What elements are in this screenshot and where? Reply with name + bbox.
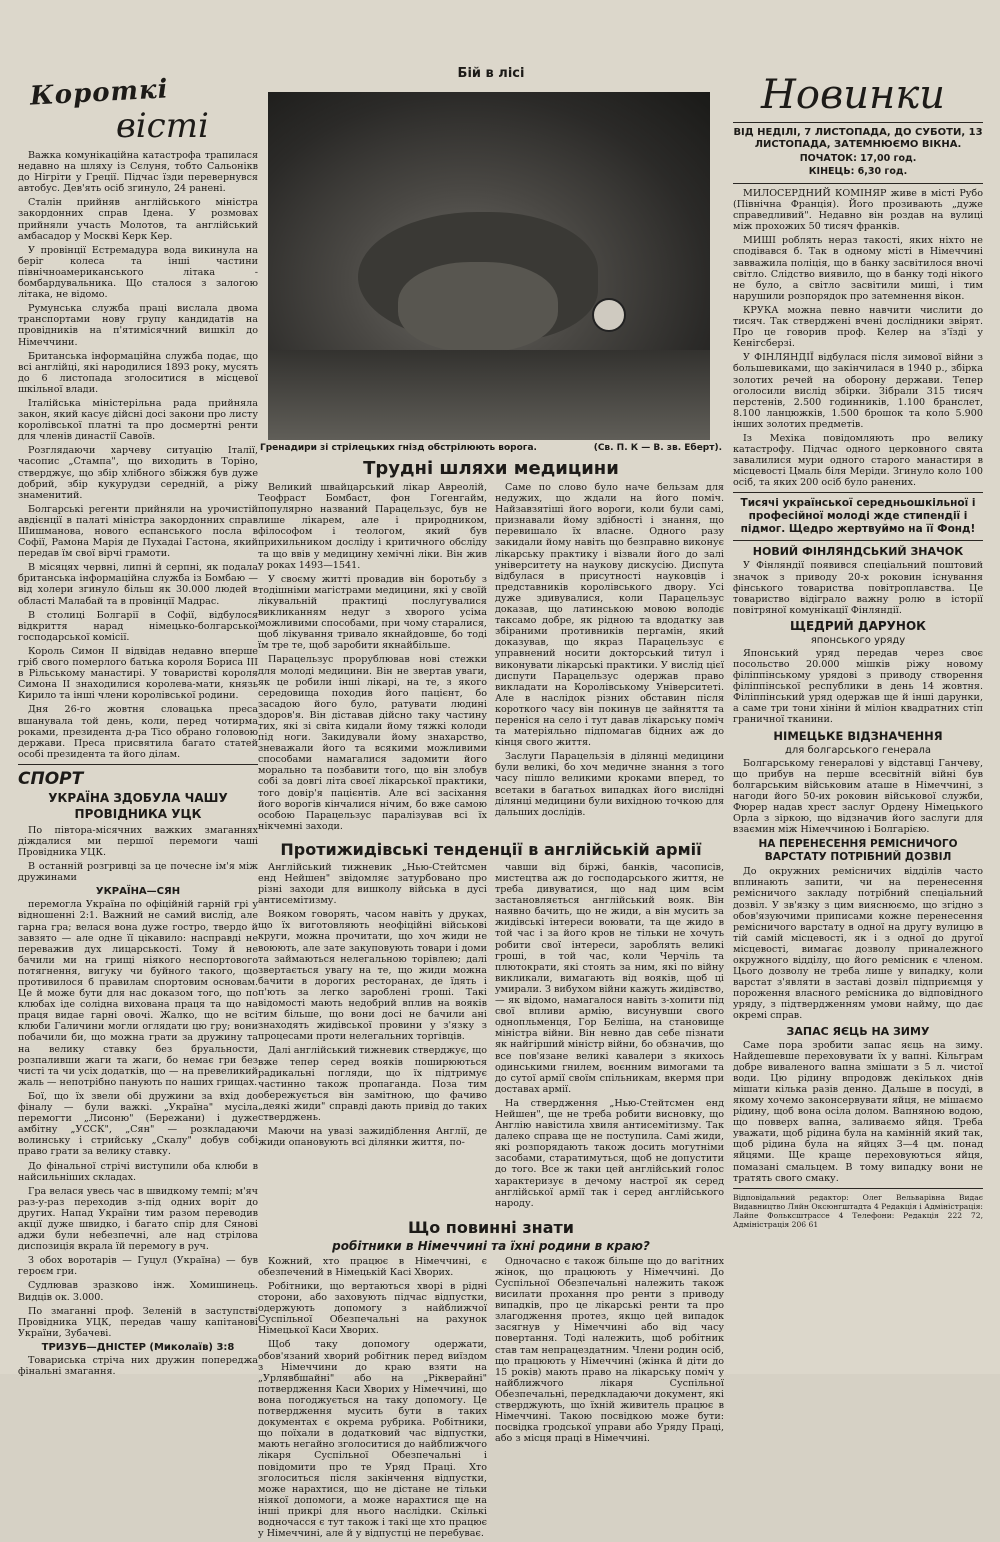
article-paragraph: чавши від біржі, банків, часописів, мистецтва аж до господарського життя, не треба дивуватися, що над цим всім застановляється англійський вояк. Він наявно бачить, що не жиди, а він мусить за жидівські інтереси воювати, та ще жидо в той час і за його кров не тільки не хочуть робити свої інтереси, зароблять великі гроші, в той час, коли Черчіль та плютократи, які стоять за ним, які по війну викликали, вимагають від вояків, щоб ці умирали. З вибухом війни кажуть жидівство, — як відомо, намагалося навіть з-хопити під свої впливи армію, висунувши свого однопльменця, Гор Беліша, на становище міністра війни. Він невно дав себе пізнати як найгірший міністр війни, бо обзначив, що все пов'язане великі кавалери з якихось одинськими гнилем, воєнним вимогами та до сутої армії своїм спільникам, вкермя при доставах армії. <box>495 861 724 1095</box>
decor-text: Болгарському генералові у відставці Ганчеву, що прибув на перше всесвітній війні був болгарським військовим аташе в Німеччині, з нагоди його 50-их роковин військової служби, Фюрер надав хрест заслуг Ордену Німецького Орла з зіркою, що відзначив його заслуги для взаємин між Німеччиною і Болгарією. <box>733 757 983 836</box>
decor-subtitle: для болгарського генерала <box>784 744 932 756</box>
sport-paragraph: Гра велася увесь час в швидкому темпі; м'яч раз-у-раз переходив з-під одних воріт до других. Напад України тим разом переводив акції дуже швидко, і багато спір для Сянові аджи були небезпечні, але над стрілова диспозиція вкрала їй перемогу в руч. <box>18 1185 258 1253</box>
blackout-end: КІНЕЦЬ: 6,30 год. <box>808 166 908 177</box>
article-paragraph: Вояком говорять, часом навіть у друках, що їх виготовляють неофіційні військові круги, можна прочитати, що хоч жиди не воюють, але зате закуповують товари і доми та займаються нелегальною торівлею; далі звертається увагу на те, що жиди можна бачити в дорогих ресторанах, де їдять і п'ють за легко зароблені гроші. Такі відомості мають недобрий вплив на вояків тим більше, що вони досі не бачили ані знаходять жидівської провини у з'язку з процесами проти нелегальних торгівців. <box>258 909 487 1043</box>
sport-paragraph: По півтора-місячних важких змаганнях діждалися ми першої перемоги чаші Провідника УЦК. <box>18 824 258 859</box>
decor-title: НІМЕЦЬКЕ ВІДЗНАЧЕННЯ <box>773 728 943 743</box>
logo-line1: Короткі <box>29 74 170 112</box>
news-item: КРУКА можна певно навчити числити до тисяч. Так стверджені вчені дослідники звірят. Про це говорив проф. Келер на з'їзді у Кенігсберзі. <box>733 304 983 350</box>
sport-match-2: ТРИЗУБ—ДНІСТЕР (Миколаїв) 3:8 <box>41 1341 235 1353</box>
photo-shape <box>398 262 558 352</box>
craft-title: НА ПЕРЕНЕСЕННЯ РЕМІСНИЧОГО ВАРСТАТУ ПОТРІБНИЙ ДОЗВІЛ <box>758 838 958 864</box>
know-article <box>258 1256 724 1542</box>
news-item: Із Мехіка повідомляють про велику катастрофу. Підчас одного церковного свята завалилися мури одного старого манастиря в місцевості Цмаль біля Меріди. Згинуло коло 100 осіб, та яких 200 осіб було ранених. <box>733 432 983 489</box>
sport-paragraph: До фінальної стрічі виступили оба клюби в найсильніших складах. <box>18 1160 258 1183</box>
photo-helmet <box>592 298 626 332</box>
war-photo <box>268 92 710 440</box>
caption-left: Гренадири зі стрілецьких гнізд обстрілюють ворога. <box>260 443 537 453</box>
article-paragraph: Заслуги Парацельзія в ділянці медицини були великі, бо хоч медичне знання з того часу пішло великими кроками вперед, то всетаки в багатьох випадках його вислідні ділянці медицини були вихідною точкою для дальших дослідів. <box>495 751 725 818</box>
know-col-2 <box>495 1256 724 1542</box>
blackout-notice: ВІД НЕДІЛІ, 7 ЛИСТОПАДА, ДО СУБОТИ, 13 ЛИСТОПАДА, ЗАТЕМНЮЄМО ВІКНА. <box>733 127 983 150</box>
photo-ground <box>268 350 710 440</box>
article-paragraph: Саме по слово було наче бельзам для недужих, що ждали на його поміч. Найзавзятіші його вороги, коли були самі, признавали йому здібності і знання, що перевишало їх власне. Одного разу закидали йому навіть що безправно виконує лікарську практику і візвали його до залі університету на наукову дискусію. Диспута відбулася в присутності науковців і представників королівського двору. Усі дуже здивувалися, коли Парацельзус доказав, що латинською мовою володіє таксамо добре, як рідною та вдодатку зав збіраними противників пергамін, який доказував, що якраз Парацельзус є управнений носити докторський титул і виконувати лікарські практики. У вислід цієї диспути Парацельзус одержав право викладати на Королівському Університеті. Але в наслідок різних обставин після короткого часу він покинув це зайняття та переніся на село і тут давав лікарську поміч та матеріяльно підпомагав бідних аж до кінця свого життя. <box>495 482 724 749</box>
news-item: В столиці Болгарії в Софії, відбулося відкриття нарад німецько-болгарської господарської комісії. <box>18 609 258 643</box>
news-item: Сталін прийняв англійського міністра закордонних справ Ідена. У розмовах прийняли участь Молотов, та англійський амбасадор у Москві Керк Кер. <box>18 197 258 242</box>
imprint: Відповідальний редактор: Олег Вельварівна Видає Видавництво Ляйн Оксюнгштадта 4 Редакція і Адміністрація: Лайпе Фольксштрассе 4 Телефони: Редакція 222 72, Адміністрація 206 61 <box>733 1192 983 1229</box>
divider <box>733 1188 983 1189</box>
middle-column <box>255 0 727 83</box>
news-item: Болгарські регенти прийняли на урочистій авдієнції в палаті міністра закордонних справ Шишманова, нового еспанського посла в Софії, Рамона Марія де Пухадаі Гастона, який передав їм свої вірчі грамоти. <box>18 503 258 560</box>
know-col-1 <box>258 1256 487 1542</box>
photo-caption <box>260 443 722 453</box>
medicine-col-2 <box>495 482 724 835</box>
news-item: Дня 26-го жовтня словацька преса вшанувала той день, коли, перед чотирма роками, президента д-ра Тісо обрано головою держави. Преса присвятила багато статей особі президента та його ділам. <box>18 704 258 760</box>
medicine-article <box>258 482 724 835</box>
gift-title: ЩЕДРИЙ ДАРУНОК <box>790 618 926 633</box>
novynky-logo: Новинки <box>761 72 946 118</box>
sport-paragraph: перемогла Україна по офіційній гарній грі у відношенні 2:1. Важний не самий вислід, але гарна гра; велася вона дуже гостро, твердо й завзято — але одне її цікавило: насправді не переважив дух лицарськості. Тому й не бачили ми на грищі ніякого неспортового потягнення, вигуку чи буйного такого, що противилося б правилам спортовим основам. Це й може бути для нас доказом того, що по клюбах іде солідна вихована праця та що на праця видае гарні овочі. Жалко, що не всі клюби Галичини могли оглядати цю гру; вони побачили би, що можна грати за дружину та на велику ставку без бруальности, розпаливши жаги та жаги, бо немає гри без чисті та чи усіх додатків, що — на превеликий жаль — непотрібно панують по наших грищах. <box>18 899 258 1088</box>
blackout-start: ПОЧАТОК: 17,00 год. <box>799 153 917 164</box>
news-item: Румунська служба праці вислала двома транспортами нову групу кандидатів на провідників на п'ятимісячний вишкіл до Німеччини. <box>18 303 258 348</box>
egg-text: Саме пора зробити запас яєць на зиму. Найдешевше переховувати їх у вапні. Кільграм добре виваленого вапна змішати з 5 л. чистої води. Цю рідину впродовж декількох днів мішати кілька разів денно. Дальше в посуді, в якому хочемо законсервувати яйця, не мішаємо рідину, щоб вона осіла долом. Вапняною водою, що повверх вапна, заливаємо яйця. Треба уважати, щоб рідина була на камінній який так, щоб рідина була на яйцях 3—4 цм. понад яйцями. Ще краще переховуються яйця, помазані смальцем. В тому випадку вони не тратять свого смаку. <box>733 1039 983 1184</box>
sport-final: Товариська стріча них дружин попереджа фінальні змагання. <box>18 1354 258 1377</box>
article-paragraph: Одночасно є також більше що до вагітних жінок, що працюють у Німеччині. До Суспільної Обезпечальні належить також висилати прохання про ренти з приводу випадків, про це лікарські ренти та про злагодження протез, якщо цей випадок засягнув у Німеччині або від часу повертання. Тоді належить, щоб робітник став там непрацездатним. Члени родин осіб, що працюють у Німеччині (жінка й діти до 15 років) мають право на лікарську поміч у найближчого лікаря Суспільної Обезпечальні, передкладаючи документ, які стверджують, що їхній живитель працює в Німеччині. Такою посвідкою може бути: посвідка гродської управи або Уряду Праці, або з місця праці в Німеччині. <box>495 1255 724 1445</box>
news-item: Італійська міністерільна рада прийняла закон, який касує дійсні досі закони про листу королівської платні та про досмертні ренти для членів династії Савоїв. <box>18 397 258 443</box>
photo-top-label: Бій в лісі <box>457 66 525 81</box>
anti-col-1 <box>258 862 487 1212</box>
medicine-title: Трудні шляхи медицини <box>363 458 619 479</box>
short-news-list <box>18 150 258 760</box>
news-item: МИЛОСЕРДНИЙ КОМІНЯР живе в місті Рубо (Північна Франція). Його прозивають „дуже справедливий". Недавно він роздав на вулиці між прохожих 50 тисяч франків. <box>733 188 983 233</box>
sport-title-2: ПРОВІДНИКА УЦК <box>74 806 202 821</box>
anti-article <box>258 862 724 1212</box>
fund-appeal: Тисячі української середньошкільної і професійної молоді жде стипендії і підмог. Щедро жертвуймо на її Фонд! <box>740 497 976 536</box>
sport-paragraph: В останній розгривці за це почесне ім'я між дружинами <box>18 861 258 884</box>
article-paragraph: Кожний, хто працює в Німеччині, є обезпечений в Німецькій Касі Хворих. <box>258 1255 487 1278</box>
sport-paragraph: Бої, що їх звели обі дружини за вхід до фіналу — були важкі. „Україна" мусіла перемогти „Лисоню" (Бережани) і дуже амбітну „УССК", „Сян" — розкладаючи волинську і стрийську „Скалу" добув собі право грати за велику ставку. <box>18 1090 258 1158</box>
divider <box>733 540 983 541</box>
sport-paragraph: По змаганні проф. Зеленій в заступстві Провідника УЦК, передав чашу капітанові України, Зубачеві. <box>18 1305 258 1339</box>
gift-subtitle: японського уряду <box>810 634 906 646</box>
finn-text: У Фінляндії появився спеціальний поштовий значок з приводу 20-х роковин існування фінського товариства повітроплавства. Це товариство відіграло важну ролю в історії повітряної комунікації Фінляндії. <box>733 560 983 616</box>
news-item: Розглядаючи харчеву ситуацію Італії, часопис „Стампа", що виходить в Торіно, стверджує, що збір хлібного збіжжя був дуже добрий, збір кукурудзи середній, а ріжу знаменитий. <box>18 445 258 501</box>
finn-title: НОВИЙ ФІНЛЯНДСЬКИЙ ЗНАЧОК <box>752 545 964 559</box>
article-paragraph: Парацельзус прорублював нові стежки для молоді медицини. Він не звертав уваги, як це робили інші лікарі, на те, з якого середовища походив його пацієнт, бо засадою його було, ратувати людині здоров'я. Він діставав дійсно таку частину тих, які зі світа кидали йому тяжкі колоди під ноги. Закидували йому знахарство, зневажали його та всякими можливими способами намагалися задомити його морально та позбавити того, що він злобув собі за довгі літа своєї лікарської практики, того довір'я пацієнтів. Але всі засіхання його ворогів кінчалися нічим, бо вже самою особою Парацельзус паралізував всі їх нікчемні заходи. <box>258 654 487 832</box>
anti-title: Протижидівські тенденції в англійській армії <box>280 839 702 859</box>
article-paragraph: Далі англійський тижневик стверджує, що вже тепер серед вояків поширюються радикальні погляди, що їх підтримує частинно також пропаганда. Поза тим обережується він замітною, що фачиво „деякі жиди" справді дають привід до таких стверджень. <box>258 1045 487 1123</box>
middle-articles <box>258 456 724 1542</box>
news-item: У ФІНЛЯНДІЇ відбулася після зимової війни з большевиками, що закінчилася в 1940 р., збірка золотих речей на оборону держави. Тепер оголосили вислід збірки. Зібрали 315 тисяч перстенів, 2.500 годинників, 1.100 бранслет, 8.100 ланцюжків, 1.500 брошок та коло 5.900 інших золотих предметів. <box>733 352 983 430</box>
logo-line2: вісті <box>116 106 209 146</box>
sport-title-1: УКРАЇНА ЗДОБУЛА ЧАШУ <box>48 790 228 805</box>
divider <box>733 492 983 493</box>
article-paragraph: Маючи на увазі зажидіблення Англії, де жиди опановують всі ділянки життя, по- <box>258 1126 487 1149</box>
divider <box>18 764 258 765</box>
news-item: Король Симон ІІ відвідав недавно вперше гріб свого померлого батька короля Бориса ІІІ в Рільському манастирі. У товаристві короля Симона ІІ знаходилися королева-мати, князь Кирило та інші члени королівської родини. <box>18 645 258 702</box>
news-item: Важка комунікаційна катастрофа трапилася недавно на шляху із Сєлуня, тобто Сальонікв до Нігріти у Греції. Підчас їзди перевернувся автобус. Дев'ять осіб згинуло, 24 ранені. <box>18 150 258 195</box>
novynky-list <box>733 188 983 488</box>
sport-intro <box>18 825 258 883</box>
article-paragraph: Робітники, що вертаються хворі в рідні сторони, або заховують підчас відпустки, одержують допомогу з найближчої Суспільної Обезпечальні на рахунок Німецької Каси Хворих. <box>258 1281 487 1337</box>
sport-match: УКРАЇНА—СЯН <box>95 886 181 898</box>
article-paragraph: На ствердження „Нью-Стейтсмен енд Нейшен", ще не треба робити висновку, що Англію навістила хвиля антисемітизму. Так далеко справа ще не поступила. Самі жиди, які розпорядають також досить могутніми засобами, старатимуться, щоб не допустити до того. Все ж таки цей англійський голос характеризує в дечому настрої як серед англійської армії так і серед англійського народу. <box>495 1097 724 1209</box>
egg-title: ЗАПАС ЯЄЦЬ НА ЗИМУ <box>786 1024 930 1038</box>
sport-paragraph: Судлював зразково інж. Хомишинець. Видців ок. 3.000. <box>18 1280 258 1303</box>
anti-col-2 <box>495 862 724 1212</box>
short-news-logo <box>18 74 258 150</box>
left-column <box>18 0 258 1380</box>
right-column <box>733 0 983 1229</box>
gift-text: Японський уряд передав через своє посольство 20.000 мішків ріжу новому філіппінському урядові з приводу створення філіппінської республики в день 14 жовтня. Філіппінський уряд одержав ще й інші дарунки, а саме три тони хініни й міліон квадратних стіп граничної тканини. <box>733 647 983 726</box>
article-paragraph: Щоб таку допомогу одержати, обов'язаний хворий робітник перед виїздом з Німеччини до краю взяти на „Урлявбшайні" або на „Рікверайні" потвердження Каси Хворих у Німеччині, що вона погоджується на таку допомогу. Це потвердження мусить бути в таких документах є окрема рубрика. Робітники, що поїхали в додатковий час відпустки, мають негайно зголоситися до найближчого лікаря Суспільної Обезпечальні і повідомити про те Уряд Праці. Хто зголоситься після закінчення відпустки, може нарахтися, що не дістане не тільки ніякої допомоги, а може нарахтися ще на інші прикрі для нього наслідки. Скількі водночасся є тут також і такі ще хто працює у Німеччині, але й у відпустці не перебуває. <box>258 1339 487 1540</box>
article-paragraph: Англійський тижневик „Нью-Стейтсмен енд Нейшен" звідомляє затурбовано про різні заходи для вишколу війська в дусі антисемітизму. <box>258 861 487 907</box>
divider <box>733 183 983 184</box>
know-subtitle: робітники в Німеччині та їхні родини в краю? <box>332 1238 650 1253</box>
sport-heading: СПОРТ <box>18 768 84 789</box>
news-item: МИШІ роблять нераз такості, яких ніхто не сподівався б. Так в одному місті в Німеччині завважила поліція, що в банку засвітилося вночі світло. Слідство виявило, що в банку тоді нікого не було, а світло засвітили миші, і тим нарушили розпорядок про затемнення вікон. <box>733 235 983 302</box>
article-paragraph: У своєму житті провадив він боротьбу з тодішніми магістрами медицини, які у своїй лікувальній практиці послугувалися викликанням недуг з хворого усіма можливими способами, при чому старалися, щоб лікування тривало якнайдовше, бо тоді їм тре те, щоб заробити якнайбільше. <box>258 573 487 652</box>
news-item: Британська інформаційна служба подає, що всі англійці, які народилися 1893 року, мусять до 6 листопада зголоситися в місцевої шкільної влади. <box>18 350 258 395</box>
caption-right: (Св. П. К — В. зв. Еберт). <box>593 443 722 453</box>
medicine-col-1 <box>258 482 487 835</box>
article-paragraph: Великий швайцарський лікар Авреолій, Теофраст Бомбаст, фон Гогенгайм, популярно названий Парацельзус, був не лише лікарем, але і природником, філософом і теологом, який був прихильником досліду і критичного обсліду та що ввів у медицину хемічні ліки. Він жив у роках 1493—1541. <box>258 482 487 571</box>
news-item: В місяцях червні, липні й серпні, як подала британська інформаційна служба із Бомбаю — від холери згинуло більш як 30.000 людей в області Малабай та в провінції Мадрас. <box>18 562 258 607</box>
sport-paragraph: З обох воротарів — Гуцул (Україна) — був героєм гри. <box>18 1255 258 1278</box>
craft-text: До окружних ремісничих відділів часто вплинають запити, чи на перенесення ремісничого закладу потрібний спеціальний дозвіл. У зв'язку з цим вияснюємо, що згідно з обов'язуючими приписами кожне перенесення ремісничого варстату в одної на другу вулицю в тій самій місцевості, як і з одної до другої місцевості, вимагає дозволу приналежного окружного відділу, що його ремісник є членом. Цього дозволу не треба лише у випадку, коли варстат з'являти в заставі дозвіл підприємця у пороження власного ремісника до відповідного уряду, з підтвердженням умови найму, що дає окремі справ. <box>733 866 983 1022</box>
news-item: У провінції Естремадура вода викинула на беріг колеса та інші частини північноамериканського літака - бомбардувальника. Що сталося з залогою літака, не відомо. <box>18 244 258 301</box>
divider <box>733 122 983 123</box>
sport-body <box>18 899 258 1339</box>
know-title: Що повинні знати <box>408 1217 574 1237</box>
